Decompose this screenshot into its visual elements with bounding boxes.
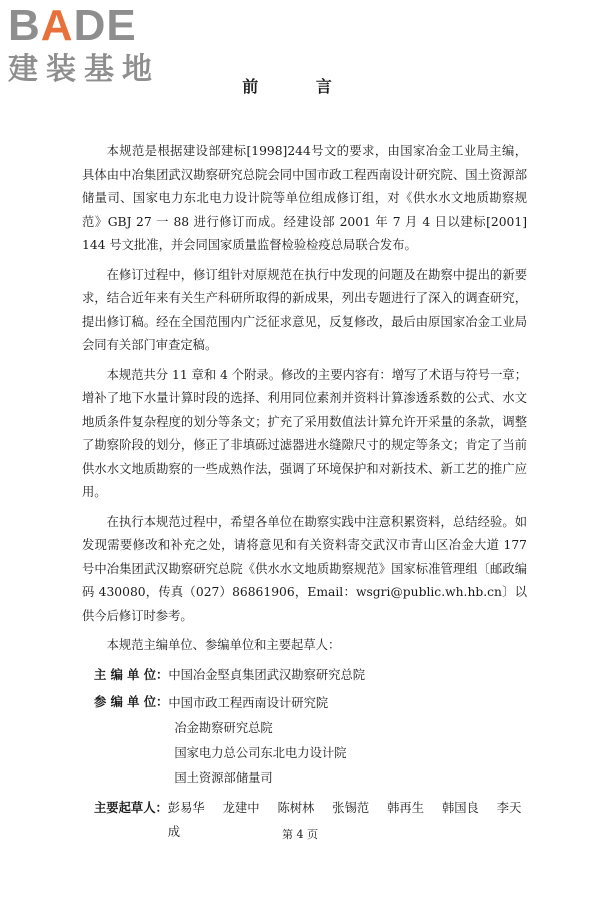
logo-letter-b: B	[8, 1, 41, 50]
participating-unit: 冶金勘察研究总院	[174, 721, 273, 735]
preface-body	[82, 140, 527, 844]
drafters-label: 主要起草人：	[94, 801, 168, 815]
paragraph-revision-process: 在修订过程中，修订组针对原规范在执行中发现的问题及在勘察中提出的新要求，结合近年来有关生产科研所取得的新成果，列出专题进行了深入的调查研究，提出修订稿。经在全国范围内广泛征求意见，反复修改，最后由原国家冶金工业局会同有关部门审查定稿。	[82, 267, 527, 352]
participating-unit: 中国市政工程西南设计研究院	[168, 696, 329, 710]
drafter-name: 李天成	[167, 801, 522, 839]
drafter-name: 韩国良	[441, 801, 479, 815]
chief-unit-value: 中国冶金堅貞集团武汉勘察研究总院	[168, 667, 366, 682]
drafter-name: 张锡范	[332, 801, 370, 815]
paragraph-feedback: 在执行本规范过程中，希望各单位在勘察实践中注意积累资料，总结经验。如发现需要修改和补充之处，请将意见和有关资料寄交武汉市青山区冶金大道 177 号中冶集团武汉勘察研究总院《供水水文地质勘察规范》国家标准管理组〔邮政编码 430080，传真（027）86861906，Email：wsgri@public.wh.hb.cn〕以供今后修订时参考。	[82, 514, 527, 623]
participating-units-row	[82, 691, 527, 791]
drafter-name: 彭易华	[167, 801, 205, 815]
logo-wordmark	[8, 1, 178, 50]
drafter-name: 龙建中	[222, 801, 260, 815]
participating-units-label: 参 编 单 位：	[94, 695, 169, 709]
logo-subtitle: 建装基地	[8, 52, 160, 87]
drafter-name: 陈树林	[277, 801, 315, 815]
roster	[82, 664, 527, 845]
paragraph-origin: 本规范是根据建设部建标[1998]244号文的要求，由国家冶金工业局主编，具体由中冶集团武汉勘察研究总院会同中国市政工程西南设计研究院、国土资源部储量司、国家电力东北电力设计院等单位组成修订组，对《供水水文地质勘察规范》GBJ 27 一 88 进行修订而成。经建设部 2001 年 7 月 4 日以建标[2001] 144 号文批准，并会同国家质量监督检验检疫总局联合发布。	[82, 144, 527, 252]
logo-letters-de: DE	[73, 1, 137, 50]
participating-units-list	[168, 691, 346, 791]
participating-unit: 国家电力总公司东北电力设计院	[174, 746, 347, 760]
participating-unit: 国土资源部储量司	[174, 771, 273, 785]
paragraph-main-changes: 本规范共分 11 章和 4 个附录。修改的主要内容有：增写了术语与符号一章；增补了地下水量计算时段的选择、利用同位素剂并资料计算渗透系数的公式、水文地质条件复杂程度的划分等条文；扩充了采用数值法计算允许开采量的条款，调整了勘察阶段的划分，修正了非填砾过滤器进水缝隙尺寸的规定等条文；肯定了当前供水水文地质勘察的一些成熟作法，强调了环境保护和对新技术、新工艺的推广应用。	[82, 367, 527, 499]
logo-letter-a: A	[40, 1, 74, 50]
chief-unit-label: 主 编 单 位：	[94, 667, 169, 682]
paragraph-roster-intro: 本规范主编单位、参编单位和主要起草人：	[106, 638, 341, 652]
page-title: 前 言	[242, 77, 358, 96]
page-number: 第 4 页	[282, 828, 318, 841]
drafter-name: 韩再生	[387, 801, 425, 815]
chief-unit-row	[82, 664, 527, 688]
